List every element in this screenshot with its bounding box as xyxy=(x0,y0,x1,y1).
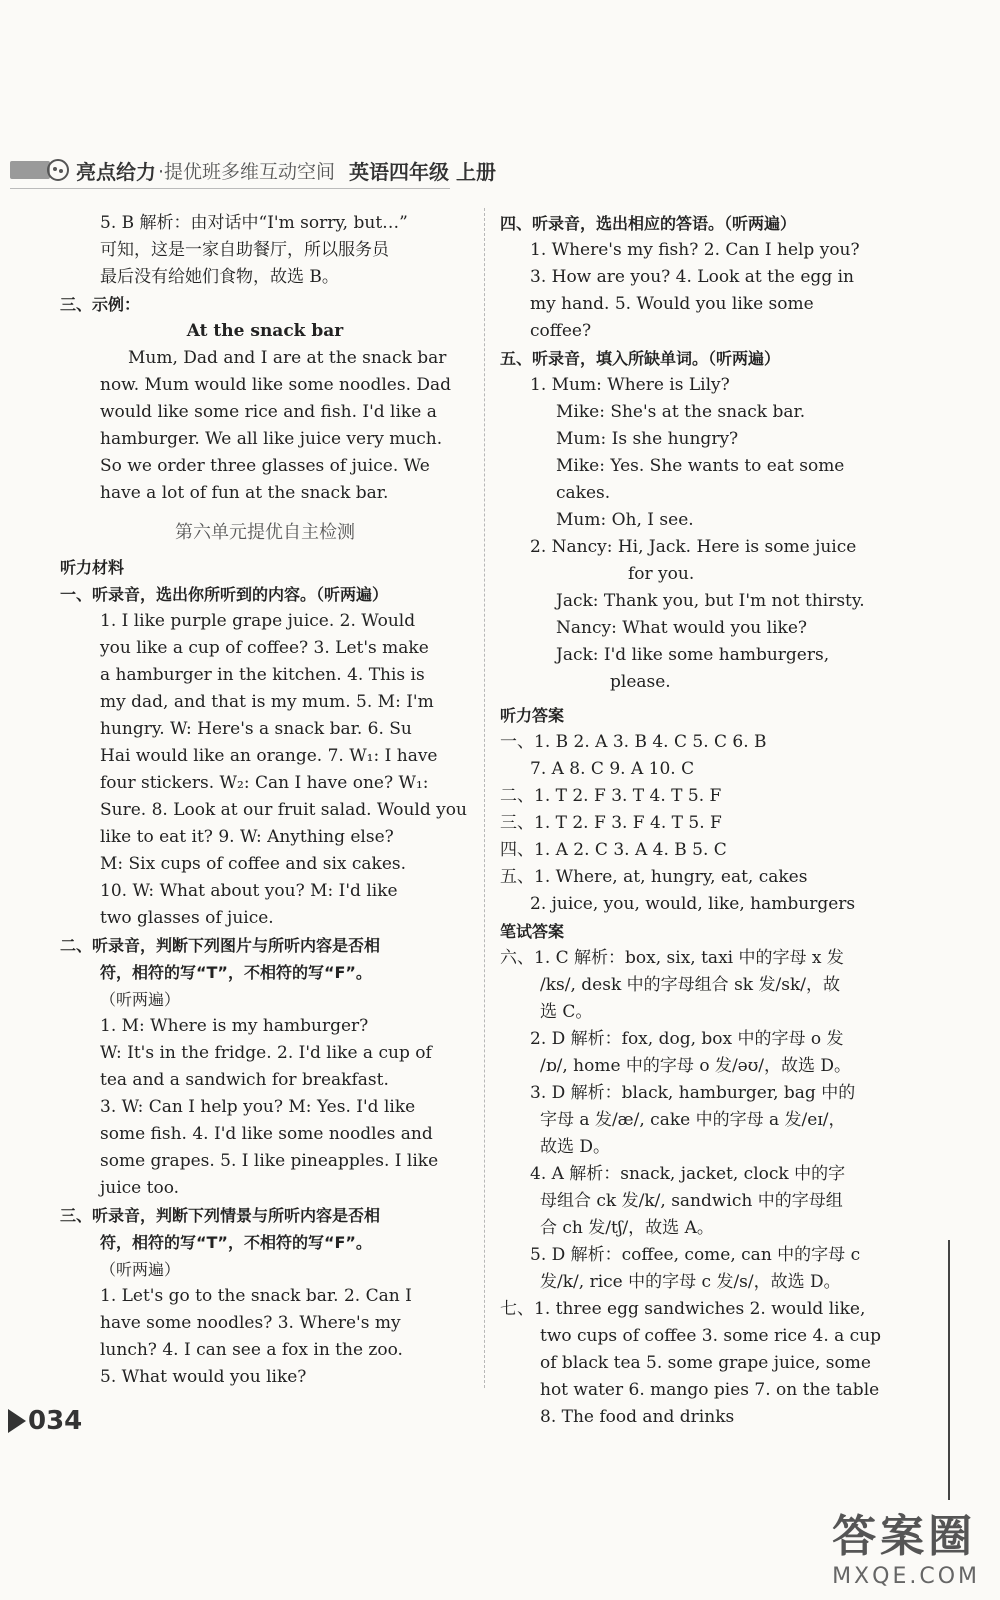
question-2-body xyxy=(60,1013,470,1202)
text-line: coffee? xyxy=(530,321,592,341)
question-5-body xyxy=(500,372,895,696)
listening-answers xyxy=(500,729,895,918)
text-line: Mike: She's at the snack bar. xyxy=(556,402,806,422)
text-line: two cups of coffee 3. some rice 4. a cup xyxy=(540,1326,882,1346)
text-line: 五、1. Where, at, hungry, eat, cakes xyxy=(500,867,808,887)
header-rule xyxy=(10,188,450,189)
book-title: 英语四年级 上册 xyxy=(349,159,497,184)
text-line: 8. The food and drinks xyxy=(540,1407,735,1427)
text-line: like to eat it? 9. W: Anything else? xyxy=(100,827,394,847)
text-line: 2. D 解析：fox, dog, box 中的字母 o 发 xyxy=(530,1029,844,1049)
text-line: 7. A 8. C 9. A 10. C xyxy=(530,759,695,779)
text-line: 二、听录音，判断下列图片与所听内容是否相 xyxy=(60,936,381,955)
text-line: now. Mum would like some noodles. Dad xyxy=(100,375,452,395)
page-number-text: 034 xyxy=(28,1406,83,1436)
text-line: 2. juice, you, would, like, hamburgers xyxy=(530,894,856,914)
text-line: 六、1. C 解析：box, six, taxi 中的字母 x 发 xyxy=(500,948,844,968)
question-1-body xyxy=(60,608,470,932)
written-answers-heading: 笔试答案 xyxy=(500,922,565,941)
text-line: 1. Let's go to the snack bar. 2. Can I xyxy=(100,1286,412,1306)
text-line: 1. M: Where is my hamburger? xyxy=(100,1016,369,1036)
right-column xyxy=(500,210,895,1431)
text-line: have some noodles? 3. Where's my xyxy=(100,1313,401,1333)
text-line: Jack: Thank you, but I'm not thirsty. xyxy=(556,591,865,611)
text-line: 可知，这是一家自助餐厅，所以服务员 xyxy=(100,240,389,260)
question-4-body xyxy=(500,237,895,345)
text-line: lunch? 4. I can see a fox in the zoo. xyxy=(100,1340,403,1360)
page-header xyxy=(10,150,496,190)
text-line: （听两遍） xyxy=(100,1260,181,1279)
text-line: 10. W: What about you? M: I'd like xyxy=(100,881,398,901)
text-line: 最后没有给她们食物，故选 B。 xyxy=(100,267,339,287)
essay-title: At the snack bar xyxy=(186,321,344,341)
edge-rule xyxy=(948,1240,950,1500)
text-line: 四、1. A 2. C 3. A 4. B 5. C xyxy=(500,840,727,860)
essay-body xyxy=(60,345,470,507)
text-line: hungry. W: Here's a snack bar. 6. Su xyxy=(100,719,412,739)
text-line: 发/k/, rice 中的字母 c 发/s/，故选 D。 xyxy=(540,1272,841,1292)
text-line: 三、1. T 2. F 3. F 4. T 5. F xyxy=(500,813,722,833)
text-line: 5. B 解析：由对话中“I'm sorry, but…” xyxy=(100,213,408,233)
question-3-title xyxy=(60,1202,470,1283)
text-line: 一、1. B 2. A 3. B 4. C 5. C 6. B xyxy=(500,732,767,752)
text-line: /ɒ/, home 中的字母 o 发/əʊ/，故选 D。 xyxy=(540,1056,852,1076)
watermark xyxy=(832,1500,980,1589)
question-6-answers xyxy=(500,945,895,1296)
question-5-title: 五、听录音，填入所缺单词。（听两遍） xyxy=(500,349,781,368)
text-line: 字母 a 发/æ/, cake 中的字母 a 发/eɪ/， xyxy=(540,1110,846,1130)
text-line: 二、1. T 2. F 3. T 4. T 5. F xyxy=(500,786,722,806)
text-line: would like some rice and fish. I'd like a xyxy=(100,402,437,422)
watermark-site: MXQE.COM xyxy=(832,1564,980,1589)
text-line: my dad, and that is my mum. 5. M: I'm xyxy=(100,692,434,712)
text-line: 2. Nancy: Hi, Jack. Here is some juice xyxy=(530,537,857,557)
text-line: my hand. 5. Would you like some xyxy=(530,294,814,314)
text-line: please. xyxy=(610,672,671,692)
text-line: hamburger. We all like juice very much. xyxy=(100,429,443,449)
question-4-title: 四、听录音，选出相应的答语。（听两遍） xyxy=(500,214,797,233)
header-bar xyxy=(10,161,50,179)
text-line: some fish. 4. I'd like some noodles and xyxy=(100,1124,433,1144)
column-divider xyxy=(484,208,485,1388)
text-line: 1. I like purple grape juice. 2. Would xyxy=(100,611,416,631)
text-line: 故选 D。 xyxy=(540,1137,611,1157)
page-number xyxy=(8,1406,82,1436)
text-line: 5. What would you like? xyxy=(100,1367,307,1387)
text-line: W: It's in the fridge. 2. I'd like a cup of xyxy=(100,1043,432,1063)
text-line: 合 ch 发/tʃ/，故选 A。 xyxy=(540,1218,714,1238)
text-line: for you. xyxy=(628,564,695,584)
text-line: 选 C。 xyxy=(540,1002,593,1022)
text-line: 符，相符的写“T”，不相符的写“F”。 xyxy=(100,1233,372,1252)
text-line: 母组合 ck 发/k/, sandwich 中的字母组 xyxy=(540,1191,843,1211)
text-line: 1. Mum: Where is Lily? xyxy=(530,375,730,395)
text-line: 4. A 解析：snack, jacket, clock 中的字 xyxy=(530,1164,846,1184)
text-line: Nancy: What would you like? xyxy=(556,618,808,638)
text-line: juice too. xyxy=(100,1178,180,1198)
text-line: M: Six cups of coffee and six cakes. xyxy=(100,854,407,874)
text-line: 三、听录音，判断下列情景与所听内容是否相 xyxy=(60,1206,381,1225)
brand-subtitle: ·提优班多维互动空间 xyxy=(158,160,336,183)
text-line: a hamburger in the kitchen. 4. This is xyxy=(100,665,425,685)
question-1-title: 一、听录音，选出你所听到的内容。（听两遍） xyxy=(60,585,389,604)
text-line: So we order three glasses of juice. We xyxy=(100,456,430,476)
listening-material-heading: 听力材料 xyxy=(60,558,125,577)
text-line: 1. Where's my fish? 2. Can I help you? xyxy=(530,240,860,260)
watermark-logo-text: 答案圈 xyxy=(832,1511,977,1562)
text-line: Hai would like an orange. 7. W₁: I have xyxy=(100,746,438,766)
left-column xyxy=(60,210,470,1391)
text-line: Mum: Oh, I see. xyxy=(556,510,694,530)
text-line: 符，相符的写“T”，不相符的写“F”。 xyxy=(100,963,372,982)
text-line: 3. How are you? 4. Look at the egg in xyxy=(530,267,854,287)
play-triangle-icon xyxy=(8,1409,26,1433)
listening-answers-heading: 听力答案 xyxy=(500,706,565,725)
text-line: （听两遍） xyxy=(100,990,181,1009)
text-line: /ks/, desk 中的字母组合 sk 发/sk/，故 xyxy=(540,975,840,995)
text-line: some grapes. 5. I like pineapples. I like xyxy=(100,1151,439,1171)
text-line: Mum: Is she hungry? xyxy=(556,429,739,449)
text-line: 5. D 解析：coffee, come, can 中的字母 c xyxy=(530,1245,861,1265)
text-line: Sure. 8. Look at our fruit salad. Would you xyxy=(100,800,467,820)
section-3-title: 三、示例： xyxy=(60,295,141,314)
text-line: tea and a sandwich for breakfast. xyxy=(100,1070,389,1090)
text-line: you like a cup of coffee? 3. Let's make xyxy=(100,638,429,658)
brand-name: 亮点给力 xyxy=(76,159,156,184)
text-line: Mum, Dad and I are at the snack bar xyxy=(128,348,447,368)
text-line: Mike: Yes. She wants to eat some cakes. xyxy=(556,456,845,503)
text-line: have a lot of fun at the snack bar. xyxy=(100,483,389,503)
text-line: two glasses of juice. xyxy=(100,908,274,928)
question-3-body xyxy=(60,1283,470,1391)
text-line: 3. W: Can I help you? M: Yes. I'd like xyxy=(100,1097,416,1117)
unit-title: 第六单元提优自主检测 xyxy=(175,522,355,543)
text-line: of black tea 5. some grape juice, some xyxy=(540,1353,871,1373)
question-2-title xyxy=(60,932,470,1013)
text-line: 3. D 解析：black, hamburger, bag 中的 xyxy=(530,1083,856,1103)
text-line: Jack: I'd like some hamburgers, xyxy=(556,645,830,665)
text-line: four stickers. W₂: Can I have one? W₁: xyxy=(100,773,429,793)
text-line: 七、1. three egg sandwiches 2. would like, xyxy=(500,1299,866,1319)
question-7-answers xyxy=(500,1296,895,1431)
answer-5 xyxy=(60,210,470,291)
brand-logo-icon xyxy=(46,158,70,182)
text-line: hot water 6. mango pies 7. on the table xyxy=(540,1380,880,1400)
